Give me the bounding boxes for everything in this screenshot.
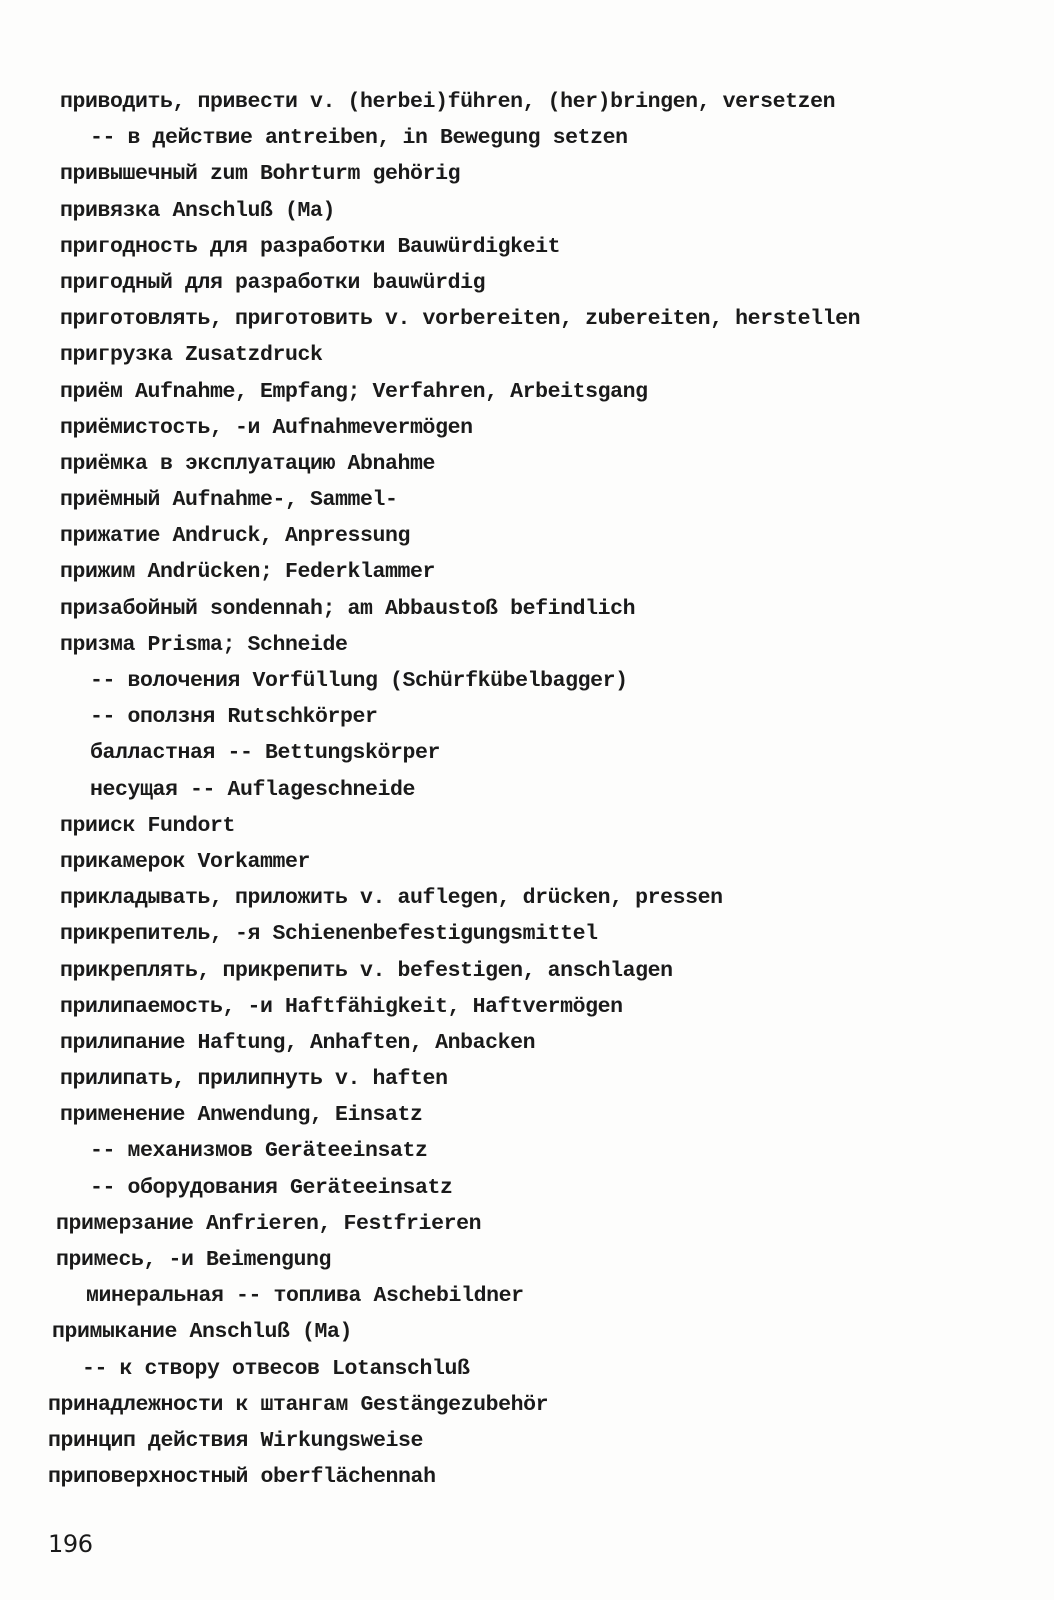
entry: привязка Anschluß (Ma) — [60, 198, 336, 223]
entry: призма Prisma; Schneide — [60, 632, 348, 657]
entry: приём Aufnahme, Empfang; Verfahren, Arbeitsgang — [60, 379, 648, 404]
entry: прилипаемость, -и Haftfähigkeit, Haftvermögen — [60, 994, 623, 1019]
entry: прикладывать, приложить v. auflegen, drücken, pressen — [60, 886, 723, 911]
sub-entry: -- механизмов Geräteeinsatz — [90, 1139, 428, 1164]
entry: привышечный zum Bohrturm gehörig — [60, 162, 461, 187]
entry: принцип действия Wirkungsweise — [48, 1428, 424, 1453]
entry: прижим Andrücken; Federklammer — [60, 560, 436, 585]
entry-list — [48, 84, 1040, 1495]
entry: примерзание Anfrieren, Festfrieren — [56, 1211, 482, 1236]
entry: прижатие Andruck, Anpressung — [60, 524, 411, 549]
entry: приёмка в эксплуатацию Abnahme — [60, 451, 436, 476]
entry: принадлежности к штангам Gestängezubehör — [48, 1392, 549, 1417]
entry: приводить, привести v. (herbei)führen, (her)bringen, versetzen — [60, 90, 836, 114]
entry: примыкание Anschluß (Ma) — [52, 1320, 353, 1345]
entry: призабойный sondennah; am Abbaustoß befindlich — [60, 596, 636, 621]
entry: пригрузка Zusatzdruck — [60, 343, 323, 368]
entry: применение Anwendung, Einsatz — [60, 1103, 423, 1128]
sub-entry: -- оползня Rutschkörper — [90, 705, 378, 730]
entry: прикрепитель, -я Schienenbefestigungsmittel — [60, 922, 598, 947]
sub-entry: -- волочения Vorfüllung (Schürfkübelbagger) — [90, 669, 628, 693]
entry: прииск Fundort — [60, 813, 236, 838]
entry: пригодный для разработки bauwürdig — [60, 270, 486, 295]
sub-entry: -- к створу отвесов Lotanschluß — [82, 1356, 470, 1381]
entry: прилипание Haftung, Anhaften, Anbacken — [60, 1030, 536, 1055]
sub-entry: балластная -- Bettungskörper — [90, 741, 441, 766]
sub-entry: -- оборудования Geräteeinsatz — [90, 1175, 453, 1200]
sub-entry: минеральная -- топлива Aschebildner — [86, 1284, 524, 1309]
sub-entry: -- в действие antreiben, in Bewegung setzen — [90, 126, 628, 151]
entry: прилипать, прилипнуть v. haften — [60, 1067, 448, 1092]
page-number: 196 — [48, 1530, 93, 1558]
entry: приёмный Aufnahme-, Sammel- — [60, 488, 398, 513]
entry: примесь, -и Beimengung — [56, 1248, 332, 1272]
entry: приготовлять, приготовить v. vorbereiten, zubereiten, herstellen — [60, 307, 861, 332]
entry: пригодность для разработки Bauwürdigkeit — [60, 234, 561, 259]
entry: приповерхностный oberflächennah — [48, 1465, 436, 1490]
entry: прикреплять, прикрепить v. befestigen, anschlagen — [60, 958, 673, 983]
entry: приёмистость, -и Aufnahmevermögen — [60, 415, 473, 440]
entry: прикамерок Vorkammer — [60, 849, 311, 874]
sub-entry: несущая -- Auflageschneide — [90, 777, 416, 802]
